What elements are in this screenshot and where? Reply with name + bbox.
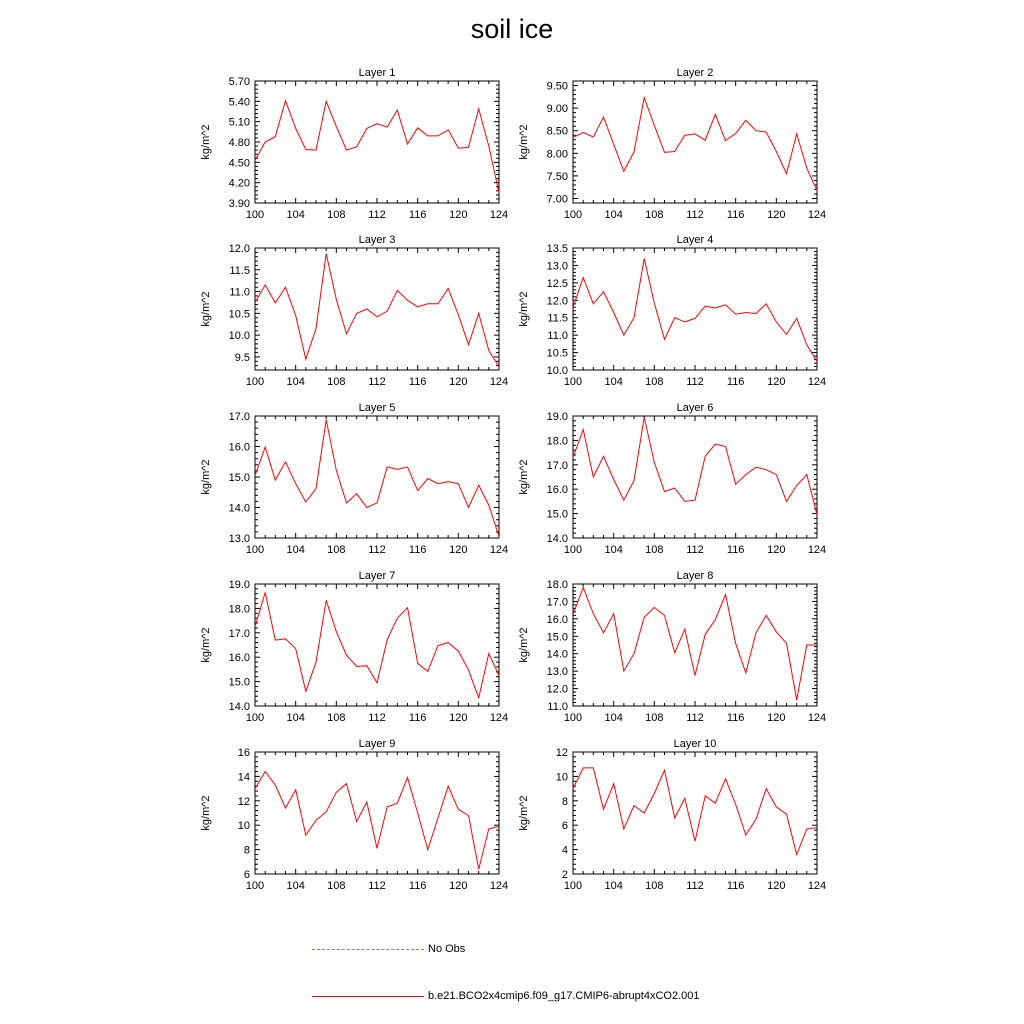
y-tick-label: 19.0: [228, 579, 250, 591]
x-tick-label: 120: [767, 880, 786, 892]
series-line: [573, 417, 817, 515]
y-tick-label: 7.00: [546, 193, 568, 206]
x-tick-label: 104: [286, 376, 305, 388]
x-tick-label: 108: [645, 209, 664, 221]
y-tick-label: 8: [243, 844, 250, 857]
x-tick-label: 108: [327, 544, 346, 556]
y-tick-label: 15.0: [546, 508, 568, 521]
x-tick-label: 108: [327, 712, 346, 724]
y-tick-label: 13.0: [546, 260, 568, 273]
y-tick-label: 16.0: [228, 652, 250, 665]
panel-layer-5: [200, 402, 508, 556]
x-tick-label: 116: [726, 712, 745, 724]
y-tick-label: 14.0: [228, 502, 250, 515]
x-tick-label: 112: [686, 376, 704, 388]
x-tick-label: 120: [767, 209, 786, 221]
y-axis-label: kg/m^2: [518, 124, 530, 160]
x-tick-label: 100: [563, 209, 583, 221]
y-axis-label: kg/m^2: [518, 459, 530, 495]
x-tick-label: 116: [726, 209, 745, 221]
x-tick-label: 120: [449, 376, 468, 388]
y-tick-label: 17.0: [228, 411, 250, 423]
y-tick-label: 13.0: [546, 666, 568, 679]
y-tick-label: 13.5: [546, 243, 568, 255]
x-tick-label: 104: [604, 712, 623, 724]
y-tick-label: 18.0: [228, 603, 250, 616]
x-tick-label: 112: [368, 712, 386, 724]
x-tick-label: 104: [604, 209, 623, 221]
panel-layer-10: [518, 738, 826, 892]
y-tick-label: 3.90: [228, 198, 250, 210]
plot-frame: [573, 248, 817, 370]
y-tick-label: 16.0: [546, 613, 568, 626]
series-line: [255, 254, 499, 367]
x-tick-label: 104: [604, 880, 623, 892]
x-tick-label: 116: [408, 209, 427, 221]
y-tick-label: 17.0: [546, 459, 568, 472]
x-tick-label: 124: [807, 376, 827, 388]
x-tick-label: 100: [563, 376, 583, 388]
x-tick-label: 104: [286, 209, 305, 221]
x-tick-label: 112: [368, 376, 386, 388]
y-tick-label: 12.0: [546, 295, 568, 308]
y-tick-label: 11.0: [547, 701, 568, 713]
panel-layer-4: [518, 234, 826, 388]
x-tick-label: 116: [726, 880, 745, 892]
panel-title: Layer 9: [358, 738, 396, 750]
x-tick-label: 116: [726, 376, 745, 388]
x-tick-label: 108: [645, 880, 664, 892]
y-tick-label: 12: [237, 795, 250, 808]
x-tick-label: 108: [327, 376, 346, 388]
panel-title: Layer 1: [358, 67, 396, 79]
x-tick-label: 112: [686, 880, 704, 892]
x-tick-label: 124: [489, 209, 509, 221]
x-tick-label: 120: [449, 209, 468, 221]
panel-title: Layer 7: [358, 570, 396, 582]
x-tick-label: 120: [449, 544, 468, 556]
plot-frame: [573, 416, 817, 538]
x-tick-label: 100: [245, 880, 265, 892]
y-tick-label: 5.10: [228, 116, 250, 129]
y-axis-label: kg/m^2: [200, 795, 212, 831]
panel-layer-7: [200, 570, 508, 724]
y-tick-label: 10.0: [546, 365, 568, 377]
x-tick-label: 112: [686, 712, 704, 724]
y-tick-label: 15.0: [228, 676, 250, 689]
x-tick-label: 124: [489, 376, 509, 388]
series-line: [255, 593, 499, 698]
y-axis-label: kg/m^2: [200, 627, 212, 663]
x-tick-label: 116: [408, 544, 427, 556]
x-tick-label: 112: [368, 880, 386, 892]
panel-layer-2: [518, 67, 826, 221]
y-tick-label: 4.20: [228, 177, 250, 190]
y-tick-label: 9.00: [546, 103, 568, 116]
y-tick-label: 19.0: [546, 411, 568, 423]
y-tick-label: 8.00: [546, 148, 568, 161]
y-tick-label: 13.0: [228, 533, 250, 545]
plot-frame: [573, 584, 817, 706]
y-tick-label: 4: [561, 844, 568, 857]
plot-frame: [255, 248, 499, 370]
y-tick-label: 7.50: [546, 170, 568, 183]
y-tick-label: 16.0: [228, 441, 250, 454]
y-tick-label: 9.5: [234, 351, 250, 364]
x-tick-label: 124: [807, 209, 827, 221]
x-tick-label: 112: [686, 209, 704, 221]
x-tick-label: 120: [767, 712, 786, 724]
y-tick-label: 8.50: [546, 125, 568, 138]
x-tick-label: 100: [563, 712, 583, 724]
y-tick-label: 17.0: [546, 596, 568, 609]
x-tick-label: 116: [408, 880, 427, 892]
y-tick-label: 11.0: [229, 286, 250, 299]
y-tick-label: 16.0: [546, 484, 568, 497]
y-tick-label: 10.0: [228, 330, 250, 343]
panel-title: Layer 6: [676, 402, 714, 414]
y-tick-label: 5.70: [228, 76, 250, 88]
x-tick-label: 124: [489, 880, 509, 892]
x-tick-label: 104: [604, 544, 623, 556]
plot-frame: [255, 752, 499, 874]
legend-model-label: b.e21.BCO2x4cmip6.f09_g17.CMIP6-abrupt4xCO2.001: [428, 990, 700, 1002]
y-tick-label: 12.0: [228, 243, 250, 255]
y-tick-label: 11.5: [229, 264, 250, 277]
x-tick-label: 100: [245, 209, 265, 221]
y-tick-label: 14.0: [546, 648, 568, 661]
x-tick-label: 112: [368, 209, 386, 221]
panel-title: Layer 10: [673, 738, 717, 750]
series-line: [255, 772, 499, 870]
y-axis-label: kg/m^2: [518, 795, 530, 831]
x-tick-label: 124: [807, 880, 827, 892]
y-tick-label: 12.0: [546, 683, 568, 696]
plot-frame: [573, 752, 817, 874]
x-tick-label: 120: [449, 712, 468, 724]
x-tick-label: 124: [489, 712, 509, 724]
y-axis-label: kg/m^2: [200, 124, 212, 160]
y-tick-label: 11.5: [547, 312, 568, 325]
y-tick-label: 11.0: [547, 330, 568, 343]
x-tick-label: 124: [489, 544, 509, 556]
x-tick-label: 108: [645, 712, 664, 724]
y-tick-label: 14.0: [546, 533, 568, 545]
x-tick-label: 116: [726, 544, 745, 556]
y-axis-label: kg/m^2: [518, 627, 530, 663]
y-tick-label: 14.0: [228, 701, 250, 713]
panel-layer-6: [518, 402, 826, 556]
y-tick-label: 9.50: [546, 80, 568, 93]
y-tick-label: 12.5: [546, 277, 568, 290]
series-line: [255, 420, 499, 537]
panel-title: Layer 5: [358, 402, 396, 414]
y-tick-label: 14: [237, 771, 250, 784]
series-line: [573, 98, 817, 191]
series-line: [573, 768, 817, 855]
x-tick-label: 112: [368, 544, 386, 556]
x-tick-label: 108: [645, 544, 664, 556]
y-tick-label: 12: [555, 747, 568, 759]
legend-obs-label: No Obs: [428, 943, 466, 955]
legend-obs-line: [312, 949, 424, 950]
y-tick-label: 18.0: [546, 435, 568, 448]
series-line: [255, 101, 499, 193]
plot-frame: [255, 81, 499, 203]
y-tick-label: 10: [555, 771, 568, 784]
panel-title: Layer 3: [358, 234, 396, 246]
x-tick-label: 104: [286, 880, 305, 892]
x-tick-label: 100: [563, 880, 583, 892]
x-tick-label: 100: [245, 544, 265, 556]
legend-model-line: [312, 996, 424, 997]
panel-layer-9: [200, 738, 508, 892]
x-tick-label: 116: [408, 712, 427, 724]
x-tick-label: 108: [327, 209, 346, 221]
x-tick-label: 120: [767, 376, 786, 388]
x-tick-label: 108: [645, 376, 664, 388]
y-tick-label: 10: [237, 820, 250, 833]
y-tick-label: 17.0: [228, 627, 250, 640]
panel-title: Layer 8: [676, 570, 714, 582]
panel-layer-3: [200, 234, 508, 388]
x-tick-label: 108: [327, 880, 346, 892]
y-tick-label: 15.0: [546, 631, 568, 644]
x-tick-label: 124: [807, 712, 827, 724]
panel-title: Layer 2: [676, 67, 714, 79]
page-title: soil ice: [470, 14, 554, 44]
y-tick-label: 5.40: [228, 96, 250, 109]
x-tick-label: 104: [604, 376, 623, 388]
panel-layer-8: [518, 570, 826, 724]
y-tick-label: 2: [561, 869, 568, 881]
panel-layer-1: [200, 67, 508, 221]
panel-title: Layer 4: [676, 234, 714, 246]
x-tick-label: 120: [449, 880, 468, 892]
x-tick-label: 100: [563, 544, 583, 556]
x-tick-label: 124: [807, 544, 827, 556]
y-tick-label: 18.0: [546, 579, 568, 591]
y-tick-label: 8: [561, 795, 568, 808]
y-tick-label: 6: [561, 820, 568, 833]
plot-frame: [255, 416, 499, 538]
y-axis-label: kg/m^2: [200, 459, 212, 495]
y-tick-label: 10.5: [546, 347, 568, 360]
x-tick-label: 104: [286, 544, 305, 556]
x-tick-label: 100: [245, 376, 265, 388]
plot-frame: [573, 81, 817, 203]
y-tick-label: 4.80: [228, 137, 250, 149]
x-tick-label: 116: [408, 376, 427, 388]
y-tick-label: 10.5: [228, 308, 250, 321]
x-tick-label: 104: [286, 712, 305, 724]
y-tick-label: 6: [243, 869, 250, 881]
x-tick-label: 112: [686, 544, 704, 556]
series-line: [573, 259, 817, 362]
x-tick-label: 120: [767, 544, 786, 556]
y-axis-label: kg/m^2: [200, 291, 212, 327]
y-tick-label: 15.0: [228, 472, 250, 484]
x-tick-label: 100: [245, 712, 265, 724]
series-line: [573, 588, 817, 700]
y-tick-label: 16: [237, 747, 250, 759]
y-axis-label: kg/m^2: [518, 291, 530, 327]
y-tick-label: 4.50: [228, 157, 250, 170]
